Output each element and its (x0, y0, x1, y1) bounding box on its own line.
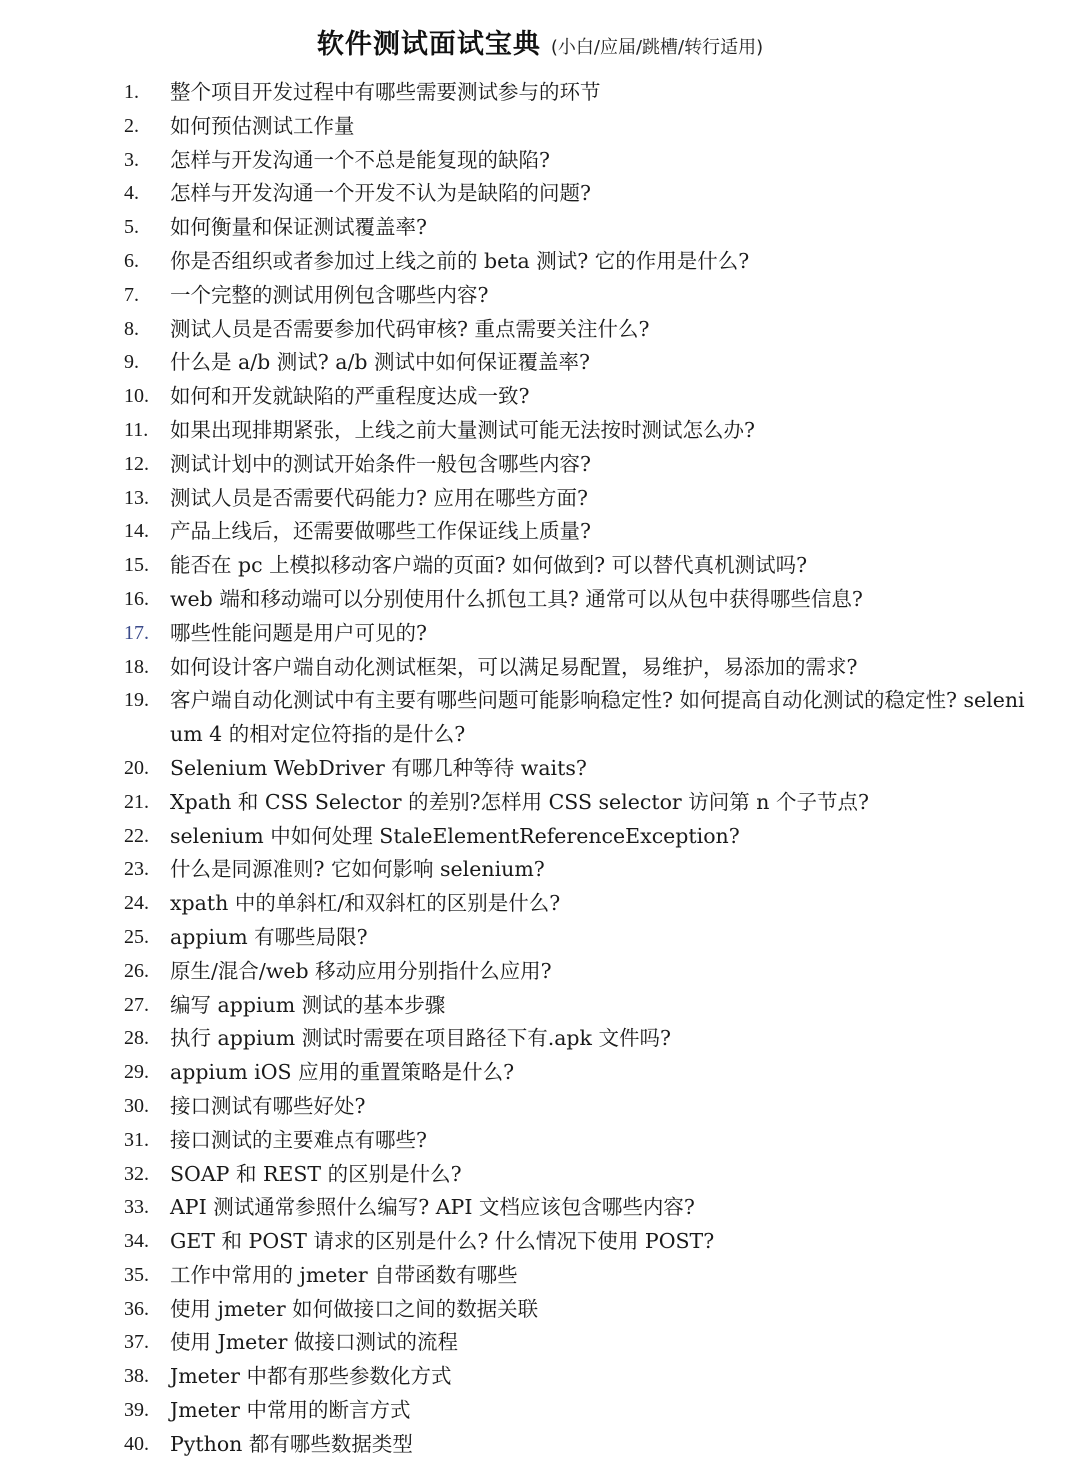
question-text: Selenium WebDriver 有哪几种等待 waits? (170, 755, 587, 780)
question-number: 32. (124, 1162, 149, 1185)
question-item (0, 482, 1080, 516)
question-text: 客户端自动化测试中有主要有哪些问题可能影响稳定性? 如何提高自动化测试的稳定性? selenium 4 的相对定位符指的是什么? (170, 688, 1025, 747)
question-text: 工作中常用的 jmeter 自带函数有哪些 (170, 1262, 518, 1287)
question-number: 8. (124, 317, 139, 340)
question-item (0, 515, 1080, 549)
question-item (0, 989, 1080, 1023)
question-item (0, 380, 1080, 414)
question-text: Xpath 和 CSS Selector 的差别?怎样用 CSS selector 访问第 n 个子节点? (170, 789, 869, 814)
question-text: SOAP 和 REST 的区别是什么? (170, 1161, 462, 1186)
question-number: 29. (124, 1061, 149, 1084)
question-number: 10. (124, 385, 149, 408)
question-item (0, 617, 1080, 651)
question-number: 21. (124, 790, 149, 813)
question-text: appium iOS 应用的重置策略是什么? (170, 1060, 515, 1085)
question-text: xpath 中的单斜杠/和双斜杠的区别是什么? (170, 891, 561, 916)
question-number: 26. (124, 959, 149, 982)
question-item (0, 414, 1080, 448)
question-item (0, 955, 1080, 989)
question-item (0, 1293, 1080, 1327)
question-item (0, 245, 1080, 279)
question-text: 怎样与开发沟通一个开发不认为是缺陷的问题? (170, 181, 591, 206)
question-item (0, 1124, 1080, 1158)
question-item (0, 313, 1080, 347)
question-text: 整个项目开发过程中有哪些需要测试参与的环节 (170, 80, 601, 104)
question-number: 25. (124, 925, 149, 948)
question-number: 5. (124, 216, 139, 239)
question-text: Jmeter 中常用的断言方式 (170, 1398, 411, 1423)
question-item (0, 1360, 1080, 1394)
question-number: 19. (124, 689, 149, 712)
question-text: API 测试通常参照什么编写? API 文档应该包含哪些内容? (170, 1195, 695, 1220)
question-number: 12. (124, 452, 149, 475)
question-number: 13. (124, 486, 149, 509)
question-item (0, 211, 1080, 245)
title-row (0, 22, 1080, 61)
question-item (0, 786, 1080, 820)
question-number: 30. (124, 1094, 149, 1117)
question-number: 14. (124, 520, 149, 543)
question-text: 一个完整的测试用例包含哪些内容? (170, 282, 489, 307)
question-number: 24. (124, 892, 149, 915)
question-item (0, 76, 1080, 110)
question-number: 22. (124, 824, 149, 847)
question-number: 17. (124, 621, 149, 644)
question-number: 4. (124, 182, 139, 205)
question-item (0, 549, 1080, 583)
question-item (0, 1022, 1080, 1056)
question-item (0, 1056, 1080, 1090)
question-item (0, 177, 1080, 211)
question-number: 31. (124, 1128, 149, 1151)
question-number: 36. (124, 1297, 149, 1320)
question-text: 接口测试的主要难点有哪些? (170, 1127, 427, 1152)
question-number: 9. (124, 351, 139, 374)
question-text: 怎样与开发沟通一个不总是能复现的缺陷? (170, 147, 550, 172)
question-text: 产品上线后，还需要做哪些工作保证线上质量? (170, 519, 591, 544)
question-number: 7. (124, 283, 139, 306)
question-item (0, 346, 1080, 380)
question-text: GET 和 POST 请求的区别是什么? 什么情况下使用 POST? (170, 1229, 715, 1254)
question-number: 18. (124, 655, 149, 678)
question-number: 37. (124, 1331, 149, 1354)
question-text: 什么是 a/b 测试? a/b 测试中如何保证覆盖率? (170, 350, 591, 375)
question-text: 测试人员是否需要参加代码审核? 重点需要关注什么? (170, 316, 650, 341)
question-text: 接口测试有哪些好处? (170, 1093, 366, 1118)
question-item (0, 144, 1080, 178)
question-item (0, 651, 1080, 685)
question-item (0, 279, 1080, 313)
question-text: Jmeter 中都有那些参数化方式 (170, 1364, 452, 1389)
question-text: 原生/混合/web 移动应用分别指什么应用? (170, 958, 552, 983)
question-text: appium 有哪些局限? (170, 924, 368, 949)
question-number: 33. (124, 1196, 149, 1219)
question-text: selenium 中如何处理 StaleElementReferenceException? (170, 823, 740, 848)
question-text: 测试计划中的测试开始条件一般包含哪些内容? (170, 451, 591, 476)
question-item (0, 1326, 1080, 1360)
question-item (0, 1225, 1080, 1259)
question-number: 2. (124, 114, 139, 137)
question-number: 34. (124, 1230, 149, 1253)
question-number: 6. (124, 249, 139, 272)
question-item (0, 853, 1080, 887)
question-number: 11. (124, 418, 149, 441)
question-item (0, 1428, 1080, 1456)
question-number: 1. (124, 81, 139, 103)
question-text: 如何预估测试工作量 (170, 113, 355, 138)
question-number: 40. (124, 1432, 149, 1455)
question-text: 什么是同源准则? 它如何影响 selenium? (170, 857, 545, 882)
question-text: 如何设计客户端自动化测试框架，可以满足易配置，易维护，易添加的需求? (170, 654, 858, 679)
page-title: 软件测试面试宝典 (316, 29, 541, 60)
question-item (0, 1090, 1080, 1124)
question-text: 如何衡量和保证测试覆盖率? (170, 215, 427, 240)
question-item (0, 448, 1080, 482)
question-text: 如何和开发就缺陷的严重程度达成一致? (170, 384, 530, 409)
question-text: 哪些性能问题是用户可见的? (170, 620, 427, 645)
question-number: 35. (124, 1263, 149, 1286)
question-number: 20. (124, 756, 149, 779)
question-text: 执行 appium 测试时需要在项目路径下有.apk 文件吗? (170, 1026, 671, 1051)
question-text: 编写 appium 测试的基本步骤 (170, 992, 446, 1017)
question-item (0, 684, 1080, 752)
question-number: 16. (124, 587, 149, 610)
question-text: 测试人员是否需要代码能力? 应用在哪些方面? (170, 485, 588, 510)
question-text: 使用 jmeter 如何做接口之间的数据关联 (170, 1296, 539, 1321)
question-item (0, 1158, 1080, 1192)
question-item (0, 820, 1080, 854)
question-number: 3. (124, 148, 139, 171)
question-item (0, 1394, 1080, 1428)
question-item (0, 110, 1080, 144)
question-number: 38. (124, 1365, 149, 1388)
question-number: 39. (124, 1399, 149, 1422)
question-number: 15. (124, 554, 149, 577)
question-text: web 端和移动端可以分别使用什么抓包工具? 通常可以从包中获得哪些信息? (170, 586, 863, 611)
question-number: 27. (124, 993, 149, 1016)
question-number: 28. (124, 1027, 149, 1050)
question-item (0, 752, 1080, 786)
question-text: 能否在 pc 上模拟移动客户端的页面? 如何做到? 可以替代真机测试吗? (170, 553, 808, 578)
page-subtitle: (小白/应届/跳槽/转行适用) (550, 37, 764, 58)
question-text: Python 都有哪些数据类型 (170, 1431, 413, 1456)
question-list (0, 76, 1080, 1456)
question-item (0, 583, 1080, 617)
question-item (0, 921, 1080, 955)
question-text: 使用 Jmeter 做接口测试的流程 (170, 1330, 458, 1355)
question-item (0, 1259, 1080, 1293)
question-item (0, 887, 1080, 921)
question-item (0, 1191, 1080, 1225)
question-text: 如果出现排期紧张，上线之前大量测试可能无法按时测试怎么办? (170, 417, 755, 442)
question-number: 23. (124, 858, 149, 881)
question-text: 你是否组织或者参加过上线之前的 beta 测试? 它的作用是什么? (170, 248, 750, 273)
